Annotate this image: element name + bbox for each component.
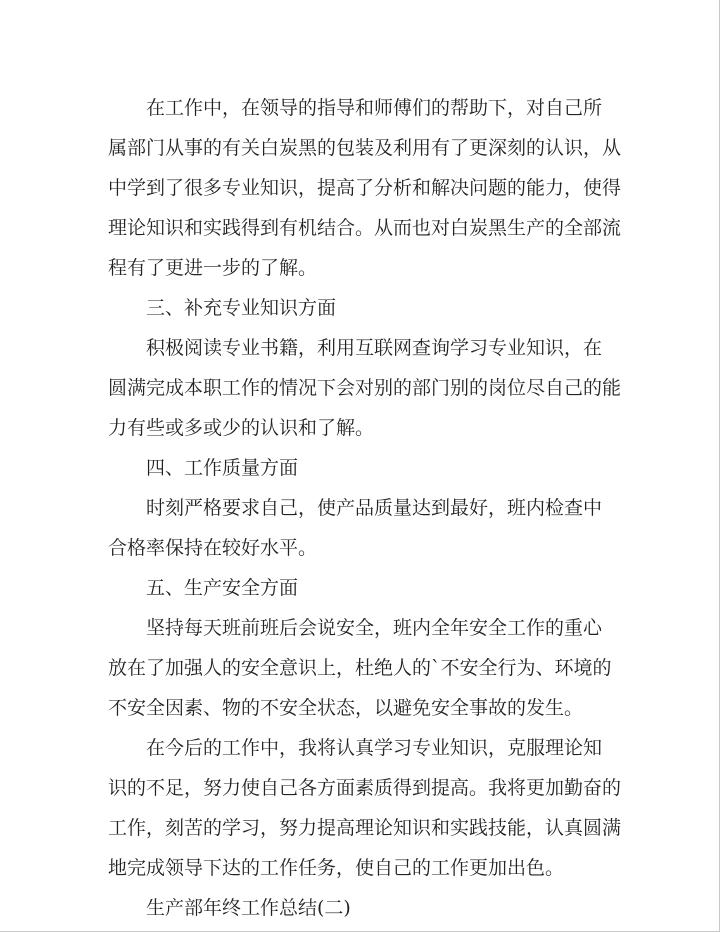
text-line: 属部门从事的有关白炭黑的包装及利用有了更深刻的认识，从 — [108, 137, 622, 159]
text-line: 合格率保持在较好水平。 — [108, 537, 318, 559]
text-line: 在工作中，在领导的指导和师傅们的帮助下，对自己所 — [146, 97, 603, 119]
text-line: 圆满完成本职工作的情况下会对别的部门别的岗位尽自己的能 — [108, 377, 622, 399]
text-line: 理论知识和实践得到有机结合。从而也对白炭黑生产的全部流 — [108, 217, 622, 239]
text-line: 地完成领导下达的工作任务，使自己的工作更加出色。 — [108, 857, 565, 879]
text-line: 力有些或多或少的认识和了解。 — [108, 417, 375, 439]
text-line: 坚持每天班前班后会说安全，班内全年安全工作的重心 — [146, 617, 603, 639]
section-heading: 四、工作质量方面 — [146, 457, 299, 479]
text-line: 时刻严格要求自己，使产品质量达到最好，班内检查中 — [146, 497, 603, 519]
text-line: 放在了加强人的安全意识上，杜绝人的`不安全行为、环境的 — [108, 657, 612, 679]
section-heading: 五、生产安全方面 — [146, 577, 299, 599]
section-heading: 三、补充专业知识方面 — [146, 297, 337, 319]
document-heading: 生产部年终工作总结(二) — [146, 897, 351, 919]
text-line: 不安全因素、物的不安全状态，以避免安全事故的发生。 — [108, 697, 584, 719]
text-line: 在今后的工作中，我将认真学习专业知识，克服理论知 — [146, 737, 603, 759]
document-body — [108, 88, 622, 928]
text-line: 工作，刻苦的学习，努力提高理论知识和实践技能，认真圆满 — [108, 817, 622, 839]
text-line: 识的不足，努力使自己各方面素质得到提高。我将更加勤奋的 — [108, 777, 622, 799]
text-line: 积极阅读专业书籍，利用互联网查询学习专业知识，在 — [146, 337, 603, 359]
text-line: 中学到了很多专业知识，提高了分析和解决问题的能力，使得 — [108, 177, 622, 199]
text-line: 程有了更进一步的了解。 — [108, 257, 318, 279]
